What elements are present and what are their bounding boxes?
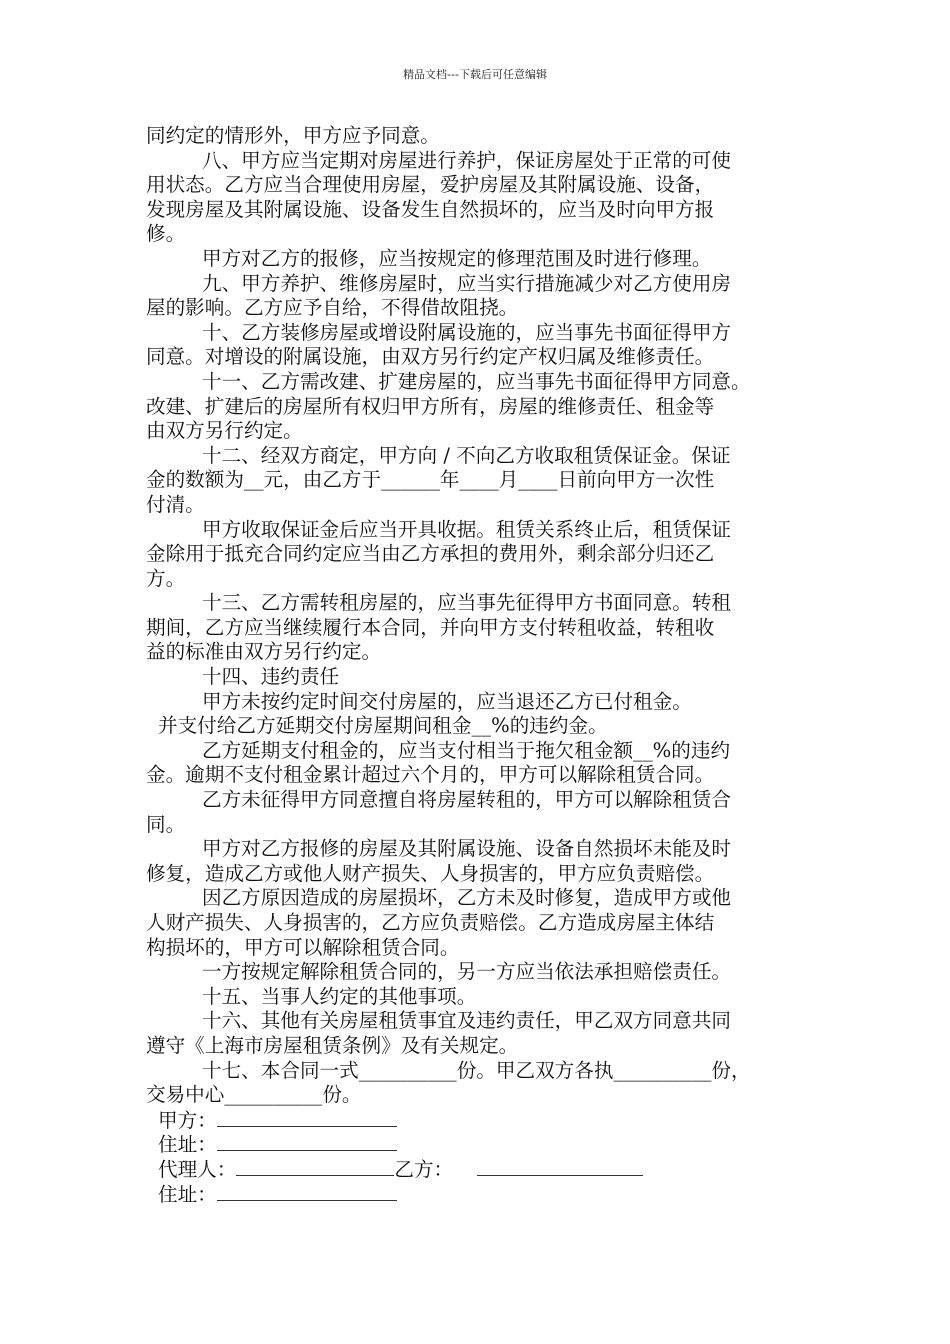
party-b-blank	[477, 1157, 643, 1176]
signature-line-agent	[146, 1157, 826, 1182]
text-line: 修。	[146, 222, 186, 246]
contract-text	[146, 124, 826, 1108]
text-line: 十三、乙方需转租房屋的，应当事先征得甲方书面同意。转租	[202, 591, 732, 615]
text-line: 付清。	[146, 492, 205, 516]
text-line: 并支付给乙方延期交付房屋期间租金__%的违约金。	[158, 714, 608, 738]
text-line: 金除用于抵充合同约定应当由乙方承担的费用外，剩余部分归还乙	[146, 542, 715, 566]
party-b-label: 乙方：	[394, 1157, 454, 1181]
text-line: 乙方延期支付租金的，应当支付相当于拖欠租金额__%的违约	[202, 738, 731, 762]
text-line: 金的数额为__元，由乙方于______年____月____日前向甲方一次性	[146, 468, 715, 492]
address-a-label: 住址：	[158, 1133, 217, 1157]
text-line: 益的标准由双方另行约定。	[146, 640, 382, 664]
text-line: 八、甲方应当定期对房屋进行养护，保证房屋处于正常的可使	[202, 148, 732, 172]
text-line: 金。逾期不支付租金累计超过六个月的，甲方可以解除租赁合同。	[146, 763, 715, 787]
text-line: 十七、本合同一式__________份。甲乙双方各执__________份，	[202, 1058, 751, 1082]
text-line: 甲方未按约定时间交付房屋的，应当退还乙方已付租金。	[202, 689, 692, 713]
text-line: 十、乙方装修房屋或增设附属设施的，应当事先书面征得甲方	[202, 320, 732, 344]
text-line: 屋的影响。乙方应予自给，不得借故阻挠。	[146, 296, 519, 320]
text-line: 同约定的情形外，甲方应予同意。	[146, 124, 440, 147]
text-line: 由双方另行约定。	[146, 419, 303, 443]
address-b-label: 住址：	[158, 1182, 217, 1206]
text-line: 十一、乙方需改建、扩建房屋的，应当事先书面征得甲方同意。	[202, 369, 751, 393]
signature-line-address-b	[146, 1182, 826, 1207]
text-line: 发现房屋及其附属设施、设备发生自然损坏的，应当及时向甲方报	[146, 197, 715, 221]
text-line: 九、甲方养护、维修房屋时，应当实行措施减少对乙方使用房	[202, 271, 732, 295]
text-line: 同意。对增设的附属设施，由双方另行约定产权归属及维修责任。	[146, 345, 715, 369]
text-line: 同。	[146, 812, 186, 836]
party-a-label: 甲方：	[158, 1108, 217, 1132]
text-line: 修复，造成乙方或他人财产损失、人身损害的，甲方应负责赔偿。	[146, 861, 715, 885]
text-line: 方。	[146, 566, 186, 590]
text-line: 用状态。乙方应当合理使用房屋，爱护房屋及其附属设施、设备，	[146, 173, 715, 197]
signature-block	[146, 1108, 826, 1206]
text-line: 甲方对乙方的报修，应当按规定的修理范围及时进行修理。	[202, 246, 712, 270]
text-line: 十五、当事人约定的其他事项。	[202, 984, 477, 1008]
text-line: 十六、其他有关房屋租赁事宜及违约责任，甲乙双方同意共同	[202, 1009, 732, 1033]
text-line: 交易中心__________份。	[146, 1083, 362, 1107]
text-line: 构损坏的，甲方可以解除租赁合同。	[146, 935, 460, 959]
party-a-blank	[217, 1108, 397, 1127]
signature-line-party-a	[146, 1108, 826, 1133]
text-line: 期间，乙方应当继续履行本合同，并向甲方支付转租收益，转租收	[146, 615, 715, 639]
address-a-blank	[217, 1132, 397, 1151]
signature-line-address-a	[146, 1132, 826, 1157]
text-line: 乙方未征得甲方同意擅自将房屋转租的，甲方可以解除租赁合	[202, 788, 732, 812]
address-b-blank	[217, 1182, 397, 1201]
text-line: 遵守《上海市房屋租赁条例》及有关规定。	[146, 1033, 519, 1057]
text-line: 改建、扩建后的房屋所有权归甲方所有，房屋的维修责任、租金等	[146, 394, 715, 418]
agent-label: 代理人：	[158, 1157, 237, 1181]
text-line: 十二、经双方商定，甲方向 / 不向乙方收取租赁保证金。保证	[202, 443, 731, 467]
text-line: 人财产损失、人身损害的，乙方应负责赔偿。乙方造成房屋主体结	[146, 911, 715, 934]
text-line: 一方按规定解除租赁合同的，另一方应当依法承担赔偿责任。	[202, 960, 732, 984]
text-line: 甲方收取保证金后应当开具收据。租赁关系终止后，租赁保证	[202, 517, 732, 541]
page-header: 精品文档---下载后可任意编辑	[403, 68, 547, 81]
text-line: 因乙方原因造成的房屋损坏，乙方未及时修复，造成甲方或他	[202, 886, 732, 910]
agent-blank	[236, 1157, 394, 1176]
document-body	[146, 124, 826, 1206]
text-line: 十四、违约责任	[202, 665, 340, 689]
text-line: 甲方对乙方报修的房屋及其附属设施、设备自然损坏未能及时	[202, 837, 732, 861]
